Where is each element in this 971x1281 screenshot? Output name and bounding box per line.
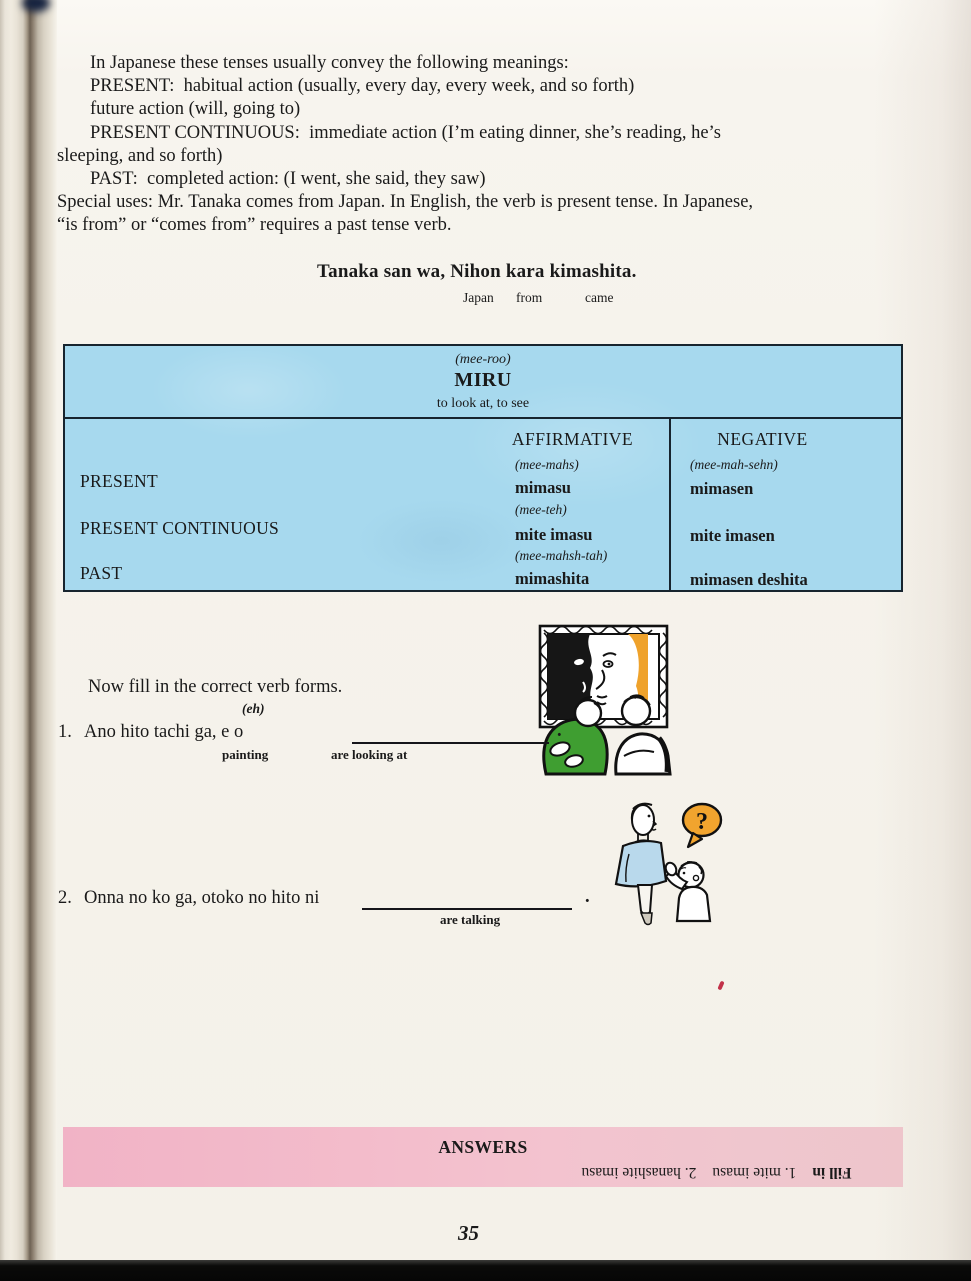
negative-form: mimasen — [690, 479, 754, 498]
affirmative-pronunciation: (mee-teh) — [515, 502, 567, 517]
hint-painting: painting — [222, 747, 269, 762]
affirmative-pronunciation: (mee-mahsh-tah) — [515, 548, 608, 563]
answer-item-2: 2. hanashite imasu — [581, 1164, 697, 1181]
exercise-2-text: Onna no ko ga, otoko no hito ni — [84, 888, 320, 908]
verb-meaning: to look at, to see — [436, 396, 530, 411]
hint-are-talking: are talking — [440, 912, 501, 927]
intro-paragraph — [57, 52, 937, 238]
answers-title: ANSWERS — [438, 1137, 528, 1157]
affirmative-form: mite imasu — [515, 525, 593, 544]
hint-eh: (eh) — [242, 701, 265, 716]
example-sentence: Tanaka san wa, Nihon kara kimashita. — [317, 261, 637, 282]
verb-name: MIRU — [454, 369, 512, 391]
exercise-1-period: . — [557, 721, 562, 741]
intro-line: In Japanese these tenses usually convey the following meanings: — [90, 53, 569, 73]
intro-line: future action (will, going to) — [90, 99, 301, 120]
tense-label: PAST — [80, 563, 123, 583]
answers-box — [63, 1127, 903, 1187]
negative-form: mimasen deshita — [690, 570, 808, 589]
page-number: 35 — [458, 1221, 479, 1245]
exercise-2-number: 2. — [58, 888, 72, 908]
gloss-came: came — [585, 290, 614, 305]
exercise-1-number: 1. — [58, 722, 72, 742]
question-conversation-illustration — [605, 797, 733, 932]
exercise-2-period: . — [585, 887, 590, 907]
verb-pronunciation: (mee-roo) — [455, 352, 511, 367]
affirmative-pronunciation: (mee-mahs) — [515, 457, 579, 472]
intro-line: Special uses: Mr. Tanaka comes from Japan. In English, the verb is present tense. In Japanese, — [57, 192, 754, 213]
intro-line: PRESENT CONTINUOUS: immediate action (I’m eating dinner, she’s reading, he’s — [90, 122, 721, 143]
intro-line: sleeping, and so forth) — [57, 145, 223, 166]
stray-red-mark — [717, 981, 724, 991]
exercise-1-blank — [352, 742, 549, 744]
gloss-from: from — [516, 290, 543, 305]
question-mark-icon: ? — [696, 809, 708, 835]
gloss-japan: Japan — [463, 290, 494, 305]
answer-item-1: 1. mite imasu — [712, 1164, 797, 1181]
column-header-affirmative: AFFIRMATIVE — [511, 429, 634, 449]
intro-line: PAST: completed action: (I went, she said, they saw) — [90, 169, 486, 190]
negative-form: mite imasen — [690, 526, 775, 545]
affirmative-form: mimasu — [515, 478, 571, 497]
table-header-divider — [65, 417, 901, 419]
exercise-2-blank — [362, 908, 572, 910]
painting-viewers-illustration — [531, 620, 678, 777]
verb-conjugation-table — [63, 344, 903, 592]
negative-pronunciation: (mee-mah-sehn) — [690, 457, 778, 472]
hint-are-looking-at: are looking at — [331, 747, 408, 762]
table-column-divider — [669, 417, 671, 590]
intro-line: PRESENT: habitual action (usually, every day, every week, and so forth) — [90, 76, 635, 97]
flipped-answer-text — [540, 1163, 893, 1181]
book-binding-edge — [0, 0, 57, 1268]
intro-line: “is from” or “comes from” requires a past tense verb. — [57, 215, 452, 236]
tense-label: PRESENT CONTINUOUS — [80, 518, 280, 538]
tense-label: PRESENT — [80, 471, 158, 491]
exercise-1-text: Ano hito tachi ga, e o — [84, 722, 244, 742]
column-header-negative: NEGATIVE — [717, 429, 808, 449]
exercise-instruction: Now fill in the correct verb forms. — [88, 677, 343, 697]
book-bottom-edge — [0, 1260, 971, 1281]
affirmative-form: mimashita — [515, 569, 590, 588]
answers-fill-in-label: Fill in — [812, 1164, 852, 1181]
